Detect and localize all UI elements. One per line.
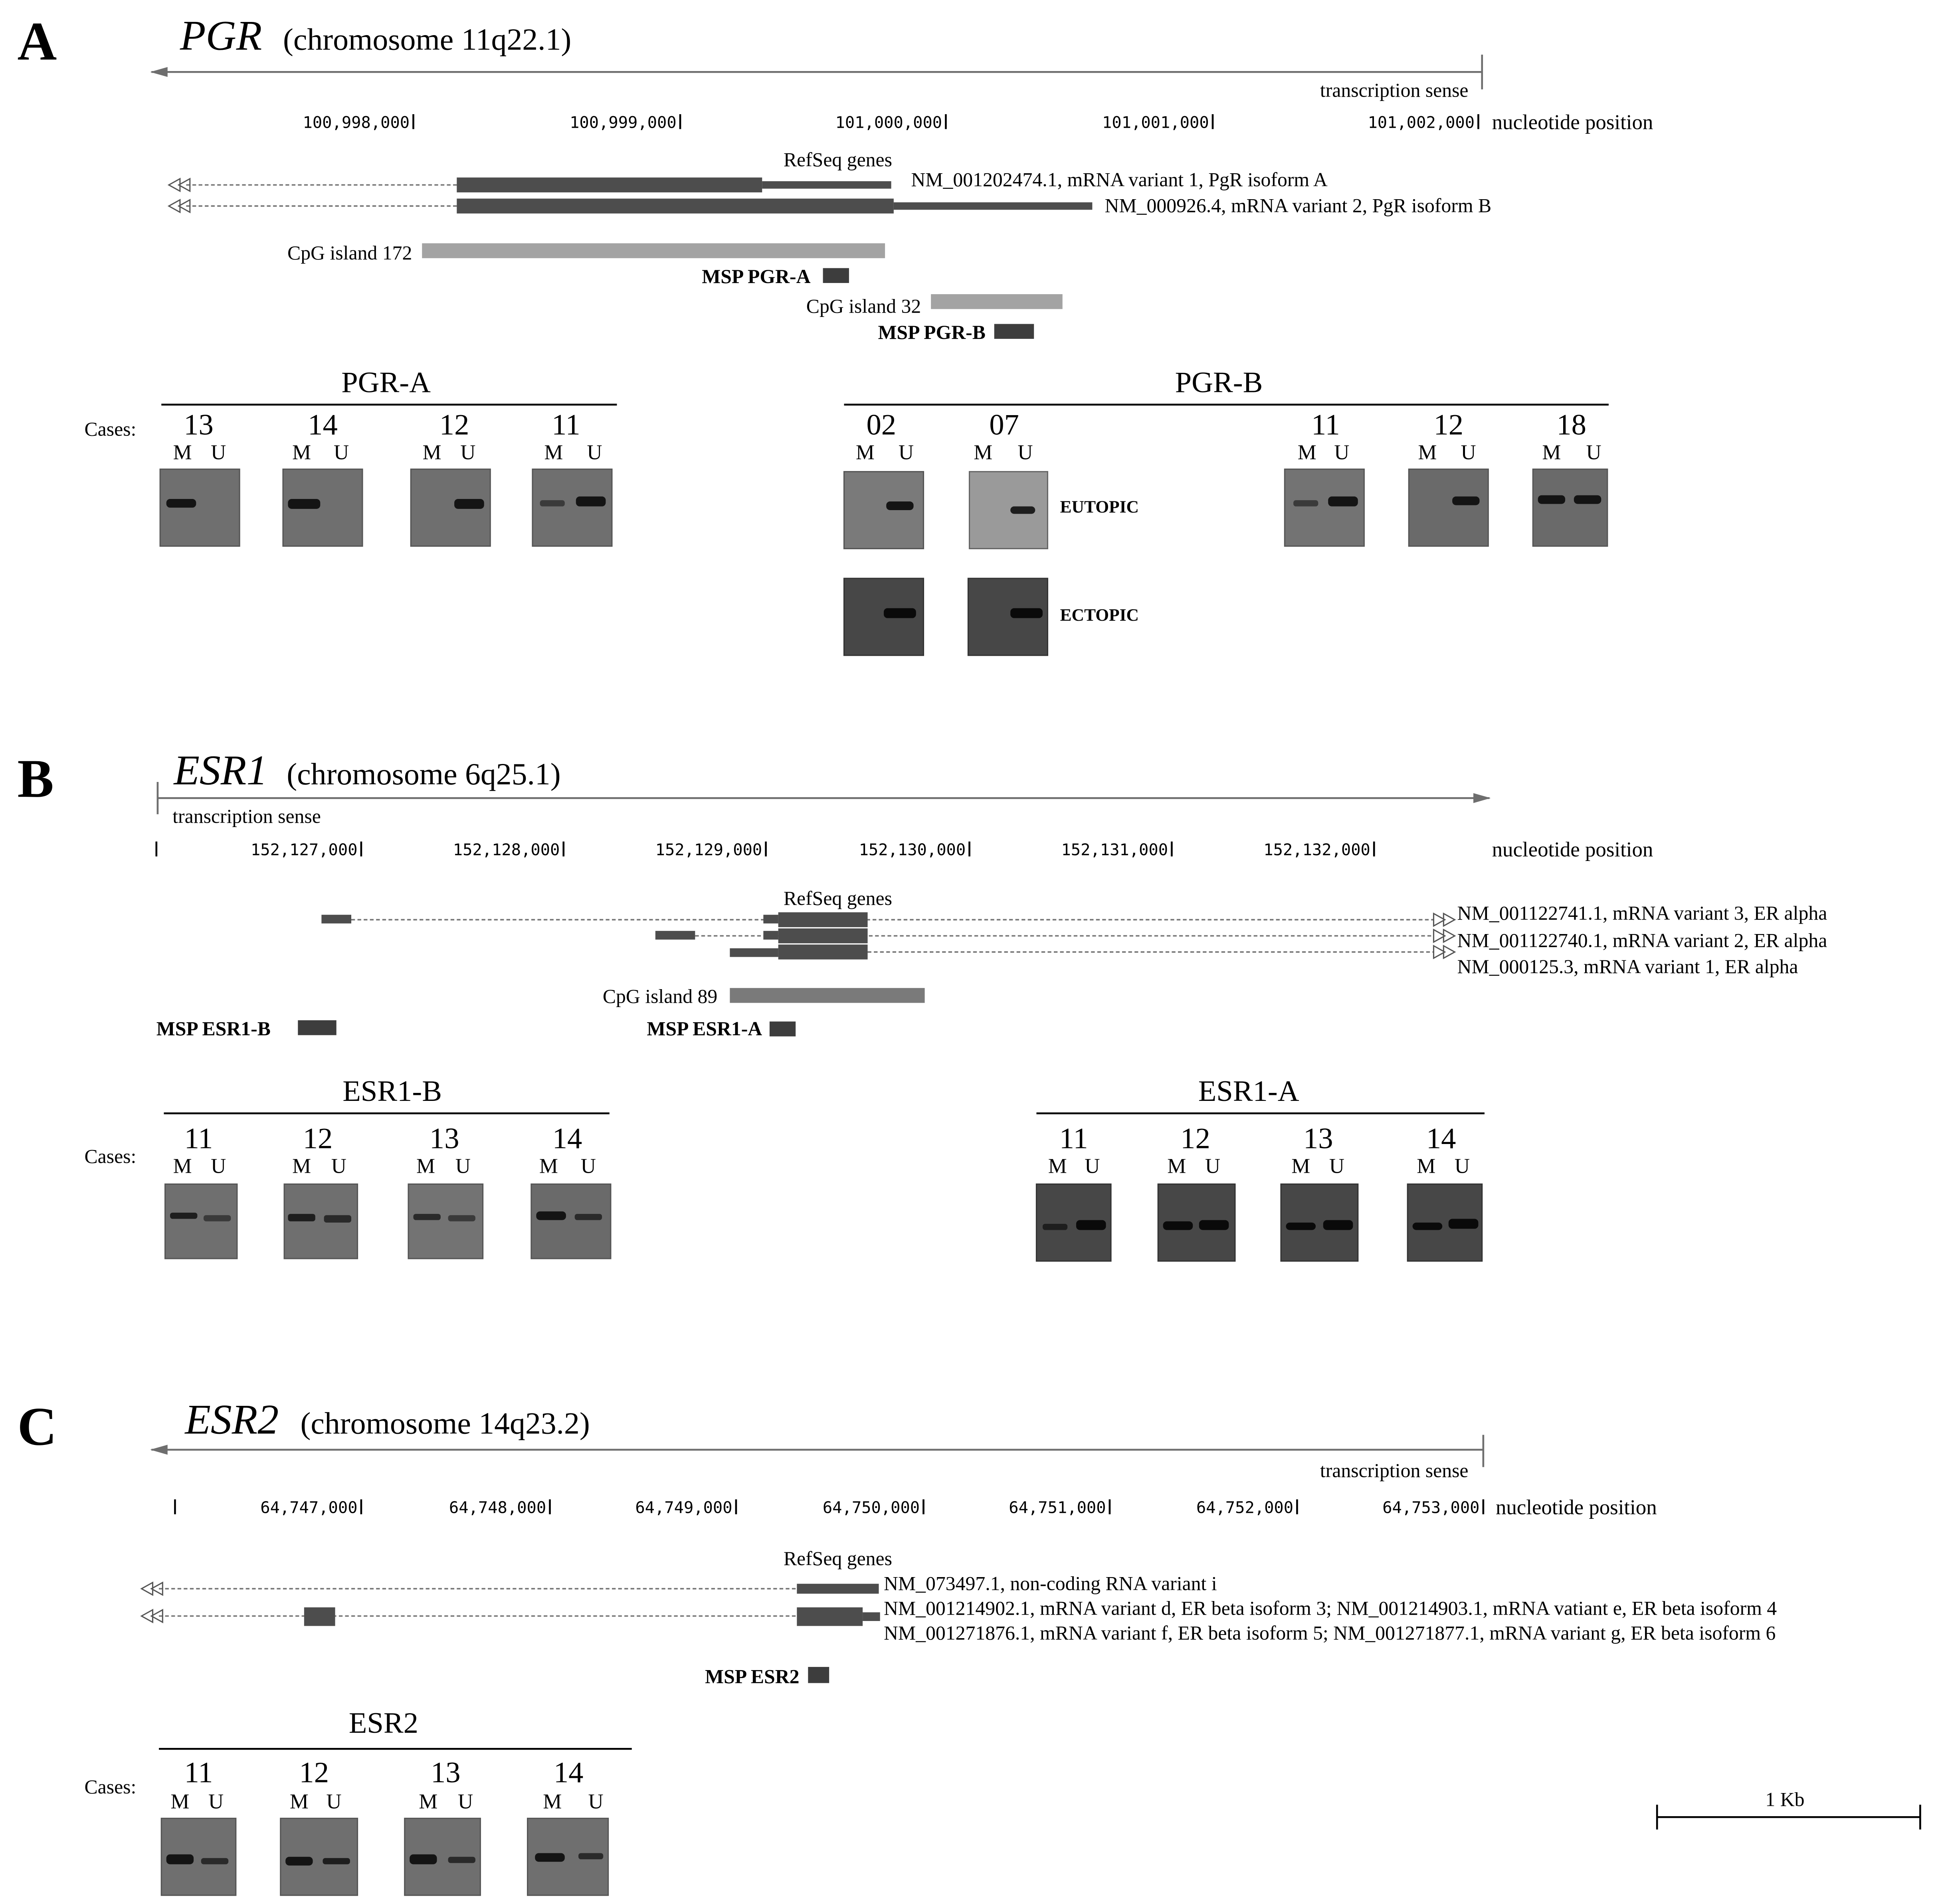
gel-title: PGR-A [341,366,431,399]
gel-band [1043,1224,1067,1230]
lane-label: U [1461,441,1476,464]
lane-label: M [1542,441,1561,464]
gel-band [578,1853,603,1859]
case-number: 11 [1311,408,1340,441]
gel-set-esr2 [161,1756,608,1895]
cpg-island-bar [730,988,924,1003]
gel-band [201,1858,228,1864]
case-number: 14 [553,1756,584,1789]
lane-label: U [1334,441,1350,464]
axis-label: nucleotide position [1495,1496,1657,1519]
panel-c [18,1396,1920,1895]
tick-label: 64,752,000 [1196,1498,1294,1517]
lane-label: M [1417,1154,1436,1178]
chromosome-pgr: (chromosome 11q22.1) [283,22,572,57]
transcript-label: NM_001214902.1, mRNA variant d, ER beta isoform 3; NM_001214903.1, mRNA vatiant e, ER beta isoform 4 [883,1597,1777,1619]
lane-label: M [539,1154,558,1178]
lane-label: M [170,1790,190,1813]
msp-label: MSP ESR1-A [647,1017,762,1040]
tick-label: 152,132,000 [1263,840,1370,859]
lane-label: M [173,441,192,464]
gel-set-pgr-a [160,408,612,546]
case-number: 12 [299,1756,329,1789]
cpg-label: CpG island 89 [602,985,718,1007]
gel-band [1328,497,1358,507]
cpg-label: CpG island 172 [287,241,412,264]
tick-label: 101,001,000 [1102,113,1209,132]
cases-label: Cases: [84,418,137,440]
gel-title: ESR1-B [342,1075,442,1108]
transcription-label: transcription sense [1320,79,1469,101]
axis-label: nucleotide position [1492,111,1653,134]
gel-band [1413,1223,1443,1230]
lane-label: M [1418,441,1437,464]
gel-band [288,499,320,509]
lane-label: M [1297,441,1316,464]
lane-label: U [326,1790,342,1813]
case-number: 13 [429,1122,459,1155]
refseq-label: RefSeq genes [783,148,892,171]
gel-band [1293,500,1318,507]
gel-band [884,608,916,618]
tick-label: 64,750,000 [822,1498,920,1517]
lane-label: M [173,1154,192,1178]
msp-amplicon-bar [823,268,849,283]
transcript-label: NM_001271876.1, mRNA variant f, ER beta isoform 5; NM_001271877.1, mRNA variant g, ER beta isoform 6 [883,1622,1776,1644]
gel-image [408,1184,483,1259]
lane-label: M [543,1790,562,1813]
gel-title: ESR2 [348,1706,418,1740]
cases-label: Cases: [84,1776,137,1798]
case-number: 14 [552,1122,582,1155]
msp-label: MSP PGR-B [878,321,986,343]
lane-label: U [1329,1154,1345,1178]
tick-label: 152,131,000 [1061,840,1168,859]
gel-band [324,1215,351,1223]
gel-band [448,1215,475,1221]
gel-band [166,1855,194,1864]
gel-band [536,1211,566,1220]
row-label: ECTOPIC [1060,605,1139,625]
axis-label: nucleotide position [1492,838,1653,861]
lane-label: M [1048,1154,1067,1178]
lane-label: U [1586,441,1601,464]
lane-label: M [419,1790,438,1813]
msp-label: MSP PGR-A [702,265,811,287]
gel-band [288,1214,315,1221]
gel-image [533,469,612,546]
panel-letter-c: C [17,1396,57,1457]
gel-band [285,1857,313,1866]
panel-a [18,11,1653,655]
case-number: 11 [184,1756,213,1789]
exon [797,1584,879,1594]
lane-label: M [974,441,993,464]
gel-band [1076,1220,1106,1230]
transcript-esr1-v1 [730,944,1455,959]
cpg-island-bar [931,294,1063,309]
msp-amplicon-bar [808,1667,829,1683]
tick-label: 152,130,000 [859,840,966,859]
lane-label: M [855,441,875,464]
transcript-label: NM_000926.4, mRNA variant 2, PgR isoform B [1105,194,1492,217]
lane-label: M [289,1790,309,1813]
lane-label: U [331,1154,346,1178]
gel-set-esr1-b [165,1122,611,1259]
gel-image [844,472,923,549]
tick-label: 64,749,000 [635,1498,732,1517]
gel-band [413,1214,440,1220]
case-number: 12 [303,1122,333,1155]
lane-label: M [1167,1154,1186,1178]
lane-label: U [580,1154,596,1178]
lane-label: M [292,1154,311,1178]
cpg-label: CpG island 32 [806,295,921,317]
lane-label: U [1018,441,1033,464]
msp-amplicon-bar [298,1020,336,1035]
gel-band [1449,1219,1479,1229]
panel-letter-a: A [17,11,57,72]
panel-letter-b: B [17,748,54,809]
case-number: 11 [184,1122,213,1155]
tick-label: 64,748,000 [449,1498,546,1517]
gel-band [1538,495,1565,504]
msp-label: MSP ESR2 [705,1665,800,1688]
gel-band [1163,1221,1193,1230]
transcript-pgr-b [169,199,1092,214]
gel-image [1285,469,1364,546]
case-number: 12 [1433,408,1464,441]
transcription-label: transcription sense [1320,1459,1469,1482]
lane-label: M [544,441,563,464]
gel-band [166,499,196,508]
utr [762,181,891,189]
exon [457,178,762,192]
transcript-pgr-a [169,178,891,192]
gel-image [531,1184,611,1259]
tick-label: 101,002,000 [1368,113,1475,132]
gel-band [1323,1220,1353,1230]
tick-label: 100,998,000 [303,113,410,132]
lane-label: U [457,1790,473,1813]
lane-label: U [455,1154,471,1178]
case-number: 18 [1556,408,1586,441]
transcript-label: NM_001202474.1, mRNA variant 1, PgR isoform A [911,168,1328,191]
gel-band [1010,507,1035,514]
exon [457,199,894,214]
msp-amplicon-bar [994,324,1034,339]
refseq-label: RefSeq genes [783,887,892,909]
gene-name-pgr: PGR [180,12,262,59]
gel-set-pgr-b [844,408,1607,655]
lane-label: U [898,441,914,464]
transcription-label: transcription sense [172,805,321,827]
lane-label: M [292,441,311,464]
gel-band [575,1214,602,1220]
lane-label: U [1205,1154,1221,1178]
case-number: 13 [431,1756,461,1789]
case-number: 11 [1059,1122,1088,1155]
transcript-label: NM_001122741.1, mRNA variant 3, ER alpha [1457,902,1827,924]
axis-ticks [156,838,1653,861]
transcript-label: NM_000125.3, mRNA variant 1, ER alpha [1457,955,1798,978]
row-label: EUTOPIC [1060,497,1139,517]
utr [863,1612,880,1621]
gel-band [323,1858,350,1864]
panel-b [18,747,1827,1261]
gel-set-esr1-a [1036,1122,1482,1261]
msp-label: MSP ESR1-B [156,1017,271,1040]
gel-band [576,497,606,507]
gel-band [540,500,565,507]
case-number: 12 [439,408,469,441]
refseq-label: RefSeq genes [783,1548,892,1570]
gel-band [1010,608,1043,618]
tick-label: 152,128,000 [453,840,560,859]
tick-label: 152,127,000 [250,840,358,859]
lane-label: U [334,441,349,464]
exon [304,1607,335,1626]
chromosome-esr2: (chromosome 14q23.2) [300,1406,590,1441]
lane-label: U [588,1790,604,1813]
transcript-label: NM_001122740.1, mRNA variant 2, ER alpha [1457,929,1827,952]
scale-bar-label: 1 Kb [1765,1788,1805,1811]
gel-band [1286,1223,1316,1230]
case-number: 13 [184,408,214,441]
gel-title: ESR1-A [1198,1075,1299,1108]
scale-bar [1657,1788,1920,1829]
gel-image [165,1184,237,1259]
case-number: 14 [308,408,338,441]
lane-label: U [460,441,476,464]
gel-band [454,499,484,509]
transcript-esr1-v3 [321,912,1455,927]
gene-name-esr2: ESR2 [185,1396,279,1443]
lane-label: M [422,441,441,464]
gel-image [1409,469,1488,546]
transcript-esr2-d-e [141,1607,880,1626]
cpg-island-bar [422,243,885,258]
lane-label: M [416,1154,436,1178]
gel-band [1574,495,1601,504]
case-number: 02 [866,408,897,441]
chromosome-esr1: (chromosome 6q25.1) [287,757,561,792]
gel-band [410,1855,437,1864]
tick-label: 101,000,000 [835,113,942,132]
gel-band [170,1213,197,1219]
msp-amplicon-bar [770,1021,796,1036]
gel-band [535,1853,565,1862]
axis-ticks [175,1496,1657,1519]
lane-label: U [1085,1154,1100,1178]
gel-title: PGR-B [1175,366,1263,399]
gel-image [970,472,1048,549]
lane-label: U [211,1154,226,1178]
lane-label: U [1454,1154,1470,1178]
gel-band [1199,1220,1229,1230]
lane-label: U [208,1790,224,1813]
transcript-esr2-i [141,1583,879,1595]
gel-band [1452,497,1479,505]
case-number: 11 [552,408,580,441]
tick-label: 64,751,000 [1009,1498,1106,1517]
lane-label: M [1291,1154,1310,1178]
gene-name-esr1: ESR1 [174,747,268,794]
utr [894,202,1093,210]
transcript-label: NM_073497.1, non-coding RNA variant i [883,1572,1217,1595]
axis-ticks [303,111,1653,134]
transcript-esr1-v2 [655,928,1455,943]
tick-label: 152,129,000 [655,840,762,859]
lane-label: U [587,441,602,464]
lane-label: U [211,441,226,464]
gel-band [886,501,913,510]
gel-band [204,1215,231,1221]
tick-label: 100,999,000 [570,113,677,132]
case-number: 13 [1303,1122,1333,1155]
gel-band [448,1857,475,1863]
tick-label: 64,747,000 [260,1498,358,1517]
exon [797,1607,863,1626]
gel-image [1533,469,1607,546]
case-number: 12 [1180,1122,1210,1155]
case-number: 07 [989,408,1019,441]
tick-label: 64,753,000 [1382,1498,1480,1517]
case-number: 14 [1426,1122,1456,1155]
cases-label: Cases: [84,1145,137,1168]
